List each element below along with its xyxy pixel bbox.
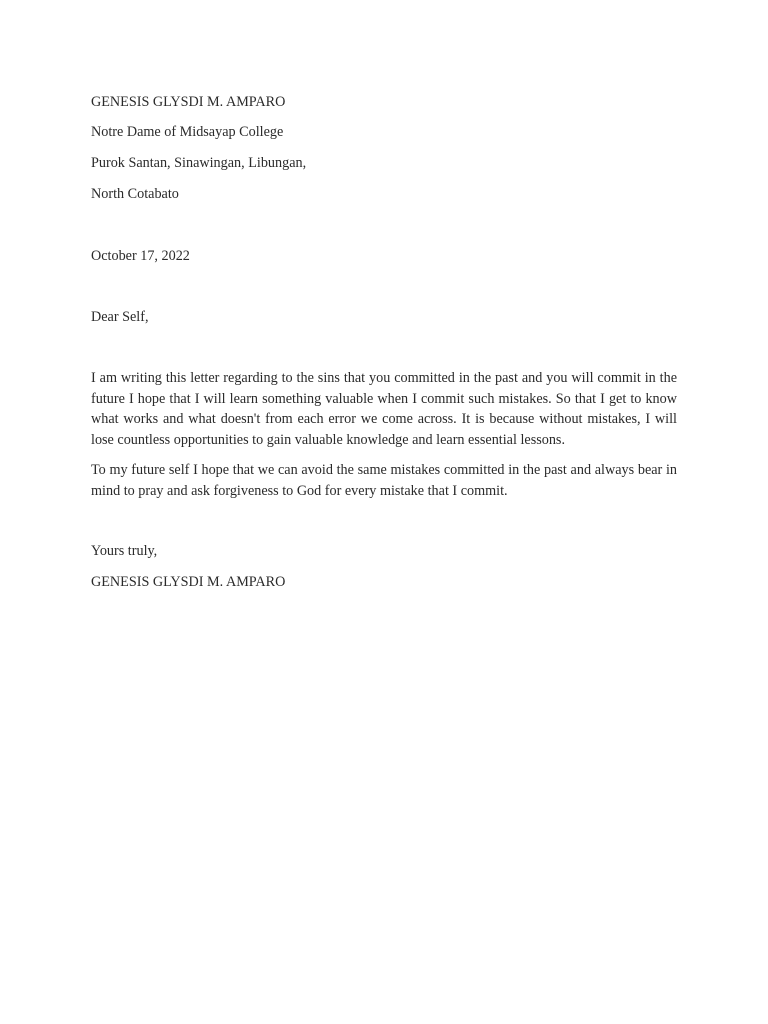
closing: Yours truly, [91,543,158,559]
sender-address-line-1: Notre Dame of Midsayap College [91,124,284,140]
body-paragraph-2: To my future self I hope that we can avoid the same mistakes committed in the past and always bear in mind to pray and ask forgiveness to God for every mistake that I commit. [91,462,677,499]
salutation: Dear Self, [91,309,149,325]
sender-address-line-3: North Cotabato [91,186,179,202]
sender-block [91,92,677,204]
body-paragraph-1: I am writing this letter regarding to the sins that you committed in the past and you will commit in the future I hope that I will learn something valuable when I commit such mistakes. So that I get to know what works and what doesn't from each error we come across. It is because without mistakes, I will lose countless opportunities to gain valuable knowledge and learn essential lessons. [91,370,677,448]
sender-address-line-2: Purok Santan, Sinawingan, Libungan, [91,155,307,171]
letter-body [91,368,677,501]
signature: GENESIS GLYSDI M. AMPARO [91,574,286,590]
letter-date: October 17, 2022 [91,248,190,264]
sender-name: GENESIS GLYSDI M. AMPARO [91,94,286,110]
